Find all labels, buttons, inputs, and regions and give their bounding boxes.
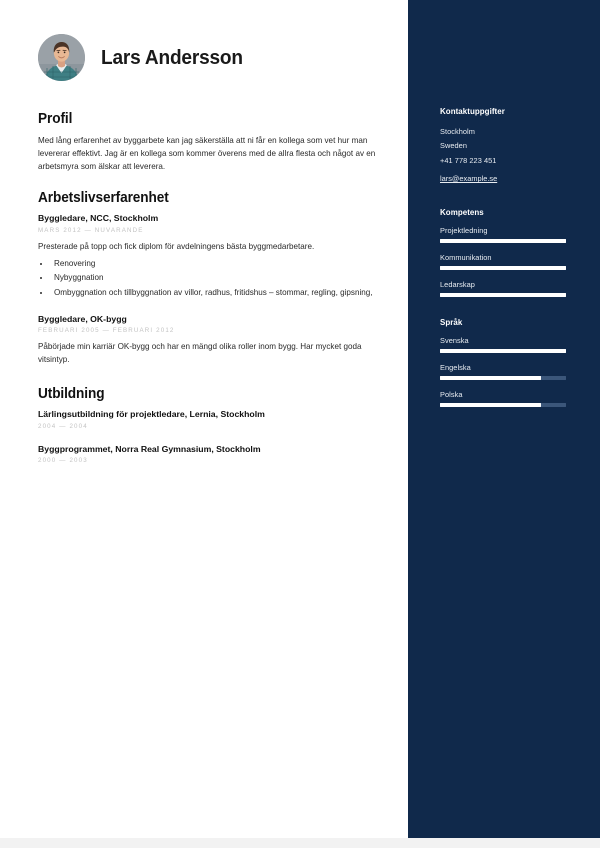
contact-email-link[interactable]: lars@example.se (440, 174, 498, 184)
language-bar-track (440, 403, 566, 407)
skill-bar-track (440, 239, 566, 243)
skill-bar-fill (440, 293, 566, 297)
sidebar-section-competence (440, 207, 566, 297)
language-label: Engelska (440, 362, 471, 372)
sidebar-heading-competence: Kompetens (440, 206, 484, 217)
entry-description: Presterade på topp och fick diplom för avdelningens bästa byggmedarbetare. (38, 241, 315, 251)
page-title: Lars Andersson (101, 45, 243, 69)
section-heading-education: Utbildning (38, 386, 105, 403)
entry-title: Byggledare, OK-bygg (38, 313, 127, 324)
language-bar-fill (440, 376, 541, 380)
experience-entry (38, 314, 380, 367)
skill-bar-track (440, 293, 566, 297)
skill-bar-fill (440, 239, 566, 243)
sidebar-heading-languages: Språk (440, 316, 463, 327)
sidebar-heading-contact: Kontaktuppgifter (440, 106, 505, 116)
skill-bar-track (440, 266, 566, 270)
section-heading-experience: Arbetslivserfarenhet (38, 190, 169, 207)
profile-text: Med lång erfarenhet av byggarbete kan jag säkerställa att ni får en kollega som vet hur man levererar effektivt. Jag är en kollega som kommer överens med de allra flesta och något av en arbetsmyra som älskar att leverera. (38, 136, 376, 172)
contact-city: Stockholm (440, 127, 475, 136)
entry-title: Lärlingsutbildning för projektledare, Lernia, Stockholm (38, 409, 265, 420)
language-bar-track (440, 349, 566, 353)
list-item: • Renovering (51, 258, 380, 271)
education-entry (38, 409, 380, 430)
sidebar (408, 0, 600, 838)
language-item (440, 336, 566, 353)
skill-label: Projektledning (440, 225, 488, 235)
section-profile (38, 111, 380, 173)
entry-date: 2004 — 2004 (38, 422, 88, 430)
contact-phone[interactable]: +41 778 223 451 (440, 155, 497, 165)
list-item: • Ombyggnation och tillbyggnation av villor, radhus, fritidshus – stommar, regling, gipsning, (51, 287, 380, 300)
entry-bullet-list (51, 258, 380, 300)
skill-bar-fill (440, 266, 566, 270)
language-label: Polska (440, 389, 463, 399)
section-heading-profile: Profil (38, 111, 73, 127)
entry-date: FEBRUARI 2005 — FEBRUARI 2012 (38, 327, 175, 335)
section-experience (38, 190, 380, 366)
language-label: Svenska (440, 335, 469, 345)
list-item: • Nybyggnation (51, 272, 380, 285)
skill-item (440, 226, 566, 243)
entry-title: Byggprogrammet, Norra Real Gymnasium, Stockholm (38, 443, 261, 454)
contact-country: Sweden (440, 141, 468, 151)
skill-item (440, 280, 566, 297)
language-bar-fill (440, 403, 541, 407)
section-education (38, 386, 380, 464)
avatar (38, 34, 85, 81)
language-item (440, 363, 566, 380)
skill-item (440, 253, 566, 270)
skill-label: Kommunikation (440, 252, 492, 262)
entry-description: Påbörjade min karriär OK-bygg och har en mängd olika roller inom bygg. Har mycket goda vitsintyp. (38, 342, 362, 365)
entry-date: MARS 2012 — NUVARANDE (38, 226, 144, 234)
skill-label: Ledarskap (440, 279, 475, 289)
language-bar-fill (440, 349, 566, 353)
education-entry (38, 444, 380, 465)
entry-date: 2000 — 2003 (38, 457, 88, 465)
sidebar-section-contact (440, 106, 566, 187)
experience-entry (38, 213, 380, 299)
entry-title: Byggledare, NCC, Stockholm (38, 213, 159, 224)
language-item (440, 390, 566, 407)
resume-header (38, 34, 380, 81)
language-bar-track (440, 376, 566, 380)
sidebar-section-languages (440, 317, 566, 407)
